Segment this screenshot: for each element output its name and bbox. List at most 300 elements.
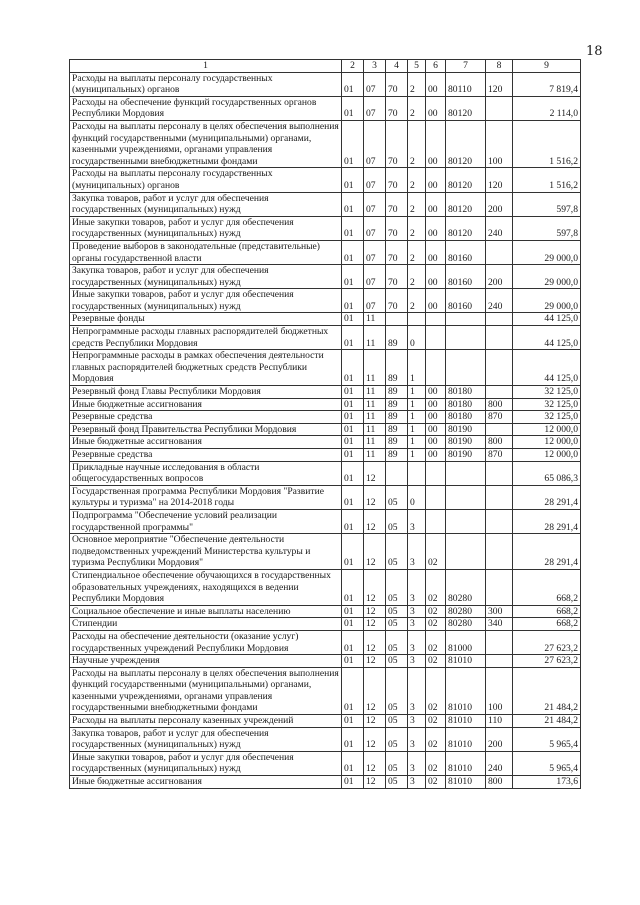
section-code: 01 [342,411,364,424]
expense-type-code: 300 [486,605,513,618]
expense-type-code: 120 [486,72,513,96]
amount: 28 291,4 [513,485,581,509]
subsection-code: 07 [364,96,386,120]
expense-type-code [486,655,513,668]
direction-code: 81010 [446,727,486,751]
subprogram-code: 2 [408,216,426,240]
program-code: 70 [386,72,408,96]
subsection-code: 07 [364,265,386,289]
row-name: Социальное обеспечение и иные выплаты населению [70,605,342,618]
program-code: 05 [386,485,408,509]
row-name: Подпрограмма "Обеспечение условий реализации государственной программы" [70,509,342,533]
table-row [70,313,581,326]
program-code: 89 [386,436,408,449]
expense-type-code: 800 [486,776,513,789]
table-row [70,655,581,668]
table-row [70,192,581,216]
header-cell: 4 [386,60,408,73]
header-row [70,60,581,73]
row-name: Резервные фонды [70,313,342,326]
row-name: Прикладные научные исследования в области общегосударственных вопросов [70,461,342,485]
activity-code: 02 [426,630,446,654]
row-name: Иные закупки товаров, работ и услуг для обеспечения государственных (муниципальных) нужд [70,289,342,313]
direction-code: 80120 [446,168,486,192]
activity-code: 02 [426,569,446,605]
amount: 32 125,0 [513,398,581,411]
table-row [70,776,581,789]
subsection-code: 07 [364,168,386,192]
program-code: 05 [386,618,408,631]
amount: 7 819,4 [513,72,581,96]
row-name: Непрограммные расходы в рамках обеспечения деятельности главных распорядителей бюджетных средств Республики Мордовия [70,350,342,386]
amount: 5 965,4 [513,727,581,751]
amount: 27 623,2 [513,655,581,668]
table-row [70,398,581,411]
subprogram-code: 2 [408,192,426,216]
expense-type-code: 100 [486,120,513,167]
header-cell: 3 [364,60,386,73]
expense-type-code: 240 [486,289,513,313]
program-code: 05 [386,751,408,775]
activity-code [426,485,446,509]
direction-code: 80180 [446,386,486,399]
subprogram-code: 2 [408,289,426,313]
section-code: 01 [342,449,364,462]
amount: 29 000,0 [513,240,581,264]
direction-code: 81000 [446,630,486,654]
activity-code: 02 [426,618,446,631]
amount: 12 000,0 [513,436,581,449]
direction-code: 80160 [446,265,486,289]
program-code: 05 [386,630,408,654]
direction-code: 80190 [446,436,486,449]
amount: 173,6 [513,776,581,789]
row-name: Расходы на выплаты персоналу в целях обеспечения выполнения функций государственными (муниципальными) органами, казенными учреждениями, органами управления государственными внебюджетными фондами [70,120,342,167]
expense-type-code [486,326,513,350]
amount: 12 000,0 [513,449,581,462]
expense-type-code: 110 [486,715,513,728]
program-code: 89 [386,398,408,411]
expense-type-code: 240 [486,216,513,240]
table-row [70,534,581,570]
section-code: 01 [342,509,364,533]
subsection-code: 11 [364,449,386,462]
activity-code: 00 [426,289,446,313]
row-name: Закупка товаров, работ и услуг для обеспечения государственных (муниципальных) нужд [70,265,342,289]
amount: 28 291,4 [513,534,581,570]
subprogram-code: 3 [408,727,426,751]
amount: 1 516,2 [513,168,581,192]
direction-code: 80120 [446,120,486,167]
subprogram-code: 3 [408,605,426,618]
program-code: 05 [386,715,408,728]
direction-code: 81010 [446,751,486,775]
section-code: 01 [342,216,364,240]
activity-code: 00 [426,168,446,192]
program-code: 70 [386,240,408,264]
subprogram-code: 1 [408,449,426,462]
subsection-code: 07 [364,289,386,313]
table-row [70,72,581,96]
section-code: 01 [342,751,364,775]
subprogram-code: 3 [408,534,426,570]
table-row [70,485,581,509]
program-code: 70 [386,265,408,289]
table-row [70,265,581,289]
direction-code: 80180 [446,411,486,424]
amount: 28 291,4 [513,509,581,533]
subsection-code: 12 [364,751,386,775]
subsection-code: 12 [364,509,386,533]
activity-code: 00 [426,72,446,96]
section-code: 01 [342,667,364,714]
activity-code: 00 [426,265,446,289]
amount: 44 125,0 [513,326,581,350]
row-name: Непрограммные расходы главных распорядителей бюджетных средств Республики Мордовия [70,326,342,350]
section-code: 01 [342,350,364,386]
activity-code: 00 [426,436,446,449]
amount: 65 086,3 [513,461,581,485]
program-code: 70 [386,120,408,167]
subprogram-code: 0 [408,326,426,350]
direction-code [446,534,486,570]
page-number: 18 [586,44,603,59]
activity-code [426,313,446,326]
direction-code: 80180 [446,398,486,411]
amount: 32 125,0 [513,411,581,424]
amount: 21 484,2 [513,667,581,714]
expense-type-code [486,96,513,120]
program-code: 70 [386,168,408,192]
program-code: 05 [386,727,408,751]
subprogram-code: 3 [408,618,426,631]
row-name: Расходы на выплаты персоналу государственных (муниципальных) органов [70,168,342,192]
header-cell: 5 [408,60,426,73]
activity-code: 00 [426,423,446,436]
activity-code: 00 [426,386,446,399]
amount: 21 484,2 [513,715,581,728]
header-cell: 6 [426,60,446,73]
table-row [70,618,581,631]
subprogram-code: 3 [408,569,426,605]
section-code: 01 [342,240,364,264]
subprogram-code: 1 [408,411,426,424]
program-code: 05 [386,605,408,618]
direction-code: 80110 [446,72,486,96]
row-name: Расходы на выплаты персоналу в целях обеспечения выполнения функций государственными (муниципальными) органами, казенными учреждениями, органами управления государственными внебюджетными фондами [70,667,342,714]
row-name: Резервный фонд Главы Республики Мордовия [70,386,342,399]
program-code: 89 [386,423,408,436]
expense-type-code [486,240,513,264]
section-code: 01 [342,423,364,436]
activity-code: 00 [426,96,446,120]
table-row [70,411,581,424]
amount: 44 125,0 [513,313,581,326]
expense-type-code: 200 [486,265,513,289]
subsection-code: 12 [364,776,386,789]
subsection-code: 12 [364,715,386,728]
expense-type-code [486,350,513,386]
section-code: 01 [342,96,364,120]
expense-type-code [486,534,513,570]
direction-code: 81010 [446,776,486,789]
subsection-code: 12 [364,727,386,751]
subprogram-code: 2 [408,72,426,96]
row-name: Резервный фонд Правительства Республики Мордовия [70,423,342,436]
section-code: 01 [342,168,364,192]
header-cell: 9 [513,60,581,73]
subsection-code: 07 [364,216,386,240]
program-code: 70 [386,192,408,216]
section-code: 01 [342,727,364,751]
activity-code: 02 [426,727,446,751]
row-name: Иные бюджетные ассигнования [70,436,342,449]
subprogram-code: 3 [408,509,426,533]
subprogram-code: 2 [408,96,426,120]
expense-type-code: 200 [486,192,513,216]
subprogram-code: 0 [408,485,426,509]
table-row [70,423,581,436]
direction-code [446,350,486,386]
subprogram-code: 2 [408,265,426,289]
direction-code [446,509,486,533]
activity-code: 00 [426,240,446,264]
section-code: 01 [342,776,364,789]
subsection-code: 11 [364,423,386,436]
subprogram-code [408,461,426,485]
activity-code: 00 [426,398,446,411]
program-code: 89 [386,350,408,386]
budget-table [69,59,581,789]
subsection-code: 11 [364,386,386,399]
table-row [70,326,581,350]
program-code: 89 [386,326,408,350]
subprogram-code: 3 [408,655,426,668]
table-body [70,72,581,788]
header-cell: 1 [70,60,342,73]
program-code [386,313,408,326]
direction-code: 80120 [446,192,486,216]
section-code: 01 [342,398,364,411]
section-code: 01 [342,534,364,570]
row-name: Иные закупки товаров, работ и услуг для обеспечения государственных (муниципальных) нужд [70,216,342,240]
direction-code: 81010 [446,667,486,714]
row-name: Расходы на выплаты персоналу казенных учреждений [70,715,342,728]
section-code: 01 [342,72,364,96]
row-name: Резервные средства [70,449,342,462]
activity-code [426,509,446,533]
subsection-code: 12 [364,618,386,631]
expense-type-code: 120 [486,168,513,192]
table-row [70,509,581,533]
direction-code [446,485,486,509]
expense-type-code: 870 [486,449,513,462]
table-row [70,727,581,751]
row-name: Проведение выборов в законодательные (представительные) органы государственной власти [70,240,342,264]
amount: 597,8 [513,216,581,240]
table-row [70,386,581,399]
table-row [70,168,581,192]
subprogram-code: 3 [408,630,426,654]
row-name: Иные бюджетные ассигнования [70,776,342,789]
activity-code: 00 [426,216,446,240]
section-code: 01 [342,461,364,485]
direction-code: 80190 [446,423,486,436]
expense-type-code: 870 [486,411,513,424]
direction-code: 80120 [446,96,486,120]
section-code: 01 [342,326,364,350]
activity-code: 02 [426,751,446,775]
program-code: 89 [386,411,408,424]
section-code: 01 [342,386,364,399]
activity-code: 00 [426,120,446,167]
program-code: 05 [386,667,408,714]
activity-code: 02 [426,667,446,714]
program-code: 05 [386,655,408,668]
header-cell: 8 [486,60,513,73]
subprogram-code: 3 [408,715,426,728]
subprogram-code: 2 [408,168,426,192]
row-name: Резервные средства [70,411,342,424]
table-row [70,216,581,240]
row-name: Стипендиальное обеспечение обучающихся в государственных образовательных учреждениях, находящихся в ведении Республики Мордовия [70,569,342,605]
section-code: 01 [342,289,364,313]
activity-code: 02 [426,534,446,570]
expense-type-code [486,509,513,533]
table-row [70,751,581,775]
subprogram-code: 3 [408,667,426,714]
direction-code: 80280 [446,605,486,618]
activity-code: 00 [426,411,446,424]
subsection-code: 11 [364,313,386,326]
row-name: Основное мероприятие "Обеспечение деятельности подведомственных учреждений Министерства культуры и туризма Республики Мордовия" [70,534,342,570]
expense-type-code [486,386,513,399]
row-name: Государственная программа Республики Мордовия "Развитие культуры и туризма" на 2014-2018 годы [70,485,342,509]
amount: 668,2 [513,569,581,605]
subsection-code: 12 [364,605,386,618]
amount: 44 125,0 [513,350,581,386]
expense-type-code [486,485,513,509]
table-row [70,715,581,728]
subsection-code: 07 [364,120,386,167]
activity-code: 00 [426,192,446,216]
subprogram-code: 2 [408,240,426,264]
amount: 12 000,0 [513,423,581,436]
subsection-code: 12 [364,630,386,654]
table-row [70,461,581,485]
direction-code [446,326,486,350]
expense-type-code [486,313,513,326]
activity-code: 02 [426,655,446,668]
activity-code: 00 [426,449,446,462]
row-name: Закупка товаров, работ и услуг для обеспечения государственных (муниципальных) нужд [70,727,342,751]
expense-type-code [486,569,513,605]
program-code: 89 [386,449,408,462]
section-code: 01 [342,485,364,509]
subsection-code: 07 [364,192,386,216]
program-code [386,461,408,485]
subsection-code: 07 [364,240,386,264]
table-row [70,569,581,605]
direction-code: 80160 [446,240,486,264]
subprogram-code [408,313,426,326]
amount: 29 000,0 [513,289,581,313]
subprogram-code: 3 [408,751,426,775]
subprogram-code: 3 [408,776,426,789]
direction-code: 81010 [446,715,486,728]
activity-code [426,461,446,485]
activity-code [426,350,446,386]
section-code: 01 [342,120,364,167]
table-row [70,436,581,449]
table-row [70,605,581,618]
subsection-code: 11 [364,398,386,411]
subsection-code: 12 [364,569,386,605]
subsection-code: 11 [364,350,386,386]
section-code: 01 [342,313,364,326]
activity-code: 02 [426,715,446,728]
section-code: 01 [342,715,364,728]
row-name: Расходы на обеспечение деятельности (оказание услуг) государственных учреждений Республики Мордовия [70,630,342,654]
section-code: 01 [342,192,364,216]
header-cell: 2 [342,60,364,73]
subsection-code: 12 [364,485,386,509]
table-row [70,289,581,313]
subprogram-code: 1 [408,436,426,449]
table-row [70,240,581,264]
row-name: Иные бюджетные ассигнования [70,398,342,411]
row-name: Иные закупки товаров, работ и услуг для обеспечения государственных (муниципальных) нужд [70,751,342,775]
direction-code: 81010 [446,655,486,668]
program-code: 70 [386,216,408,240]
direction-code: 80160 [446,289,486,313]
table-row [70,449,581,462]
activity-code: 02 [426,776,446,789]
row-name: Расходы на обеспечение функций государственных органов Республики Мордовия [70,96,342,120]
amount: 5 965,4 [513,751,581,775]
subprogram-code: 1 [408,386,426,399]
subsection-code: 12 [364,461,386,485]
section-code: 01 [342,618,364,631]
expense-type-code [486,461,513,485]
program-code: 05 [386,569,408,605]
activity-code [426,326,446,350]
subsection-code: 12 [364,534,386,570]
table-row [70,350,581,386]
expense-type-code: 100 [486,667,513,714]
amount: 668,2 [513,618,581,631]
expense-type-code: 340 [486,618,513,631]
program-code: 05 [386,534,408,570]
amount: 32 125,0 [513,386,581,399]
program-code: 89 [386,386,408,399]
subsection-code: 12 [364,655,386,668]
section-code: 01 [342,655,364,668]
expense-type-code [486,630,513,654]
direction-code: 80190 [446,449,486,462]
direction-code [446,461,486,485]
direction-code [446,313,486,326]
amount: 2 114,0 [513,96,581,120]
direction-code: 80280 [446,618,486,631]
table-row [70,630,581,654]
header-cell: 7 [446,60,486,73]
expense-type-code: 240 [486,751,513,775]
section-code: 01 [342,569,364,605]
direction-code: 80120 [446,216,486,240]
table-row [70,667,581,714]
expense-type-code: 800 [486,398,513,411]
